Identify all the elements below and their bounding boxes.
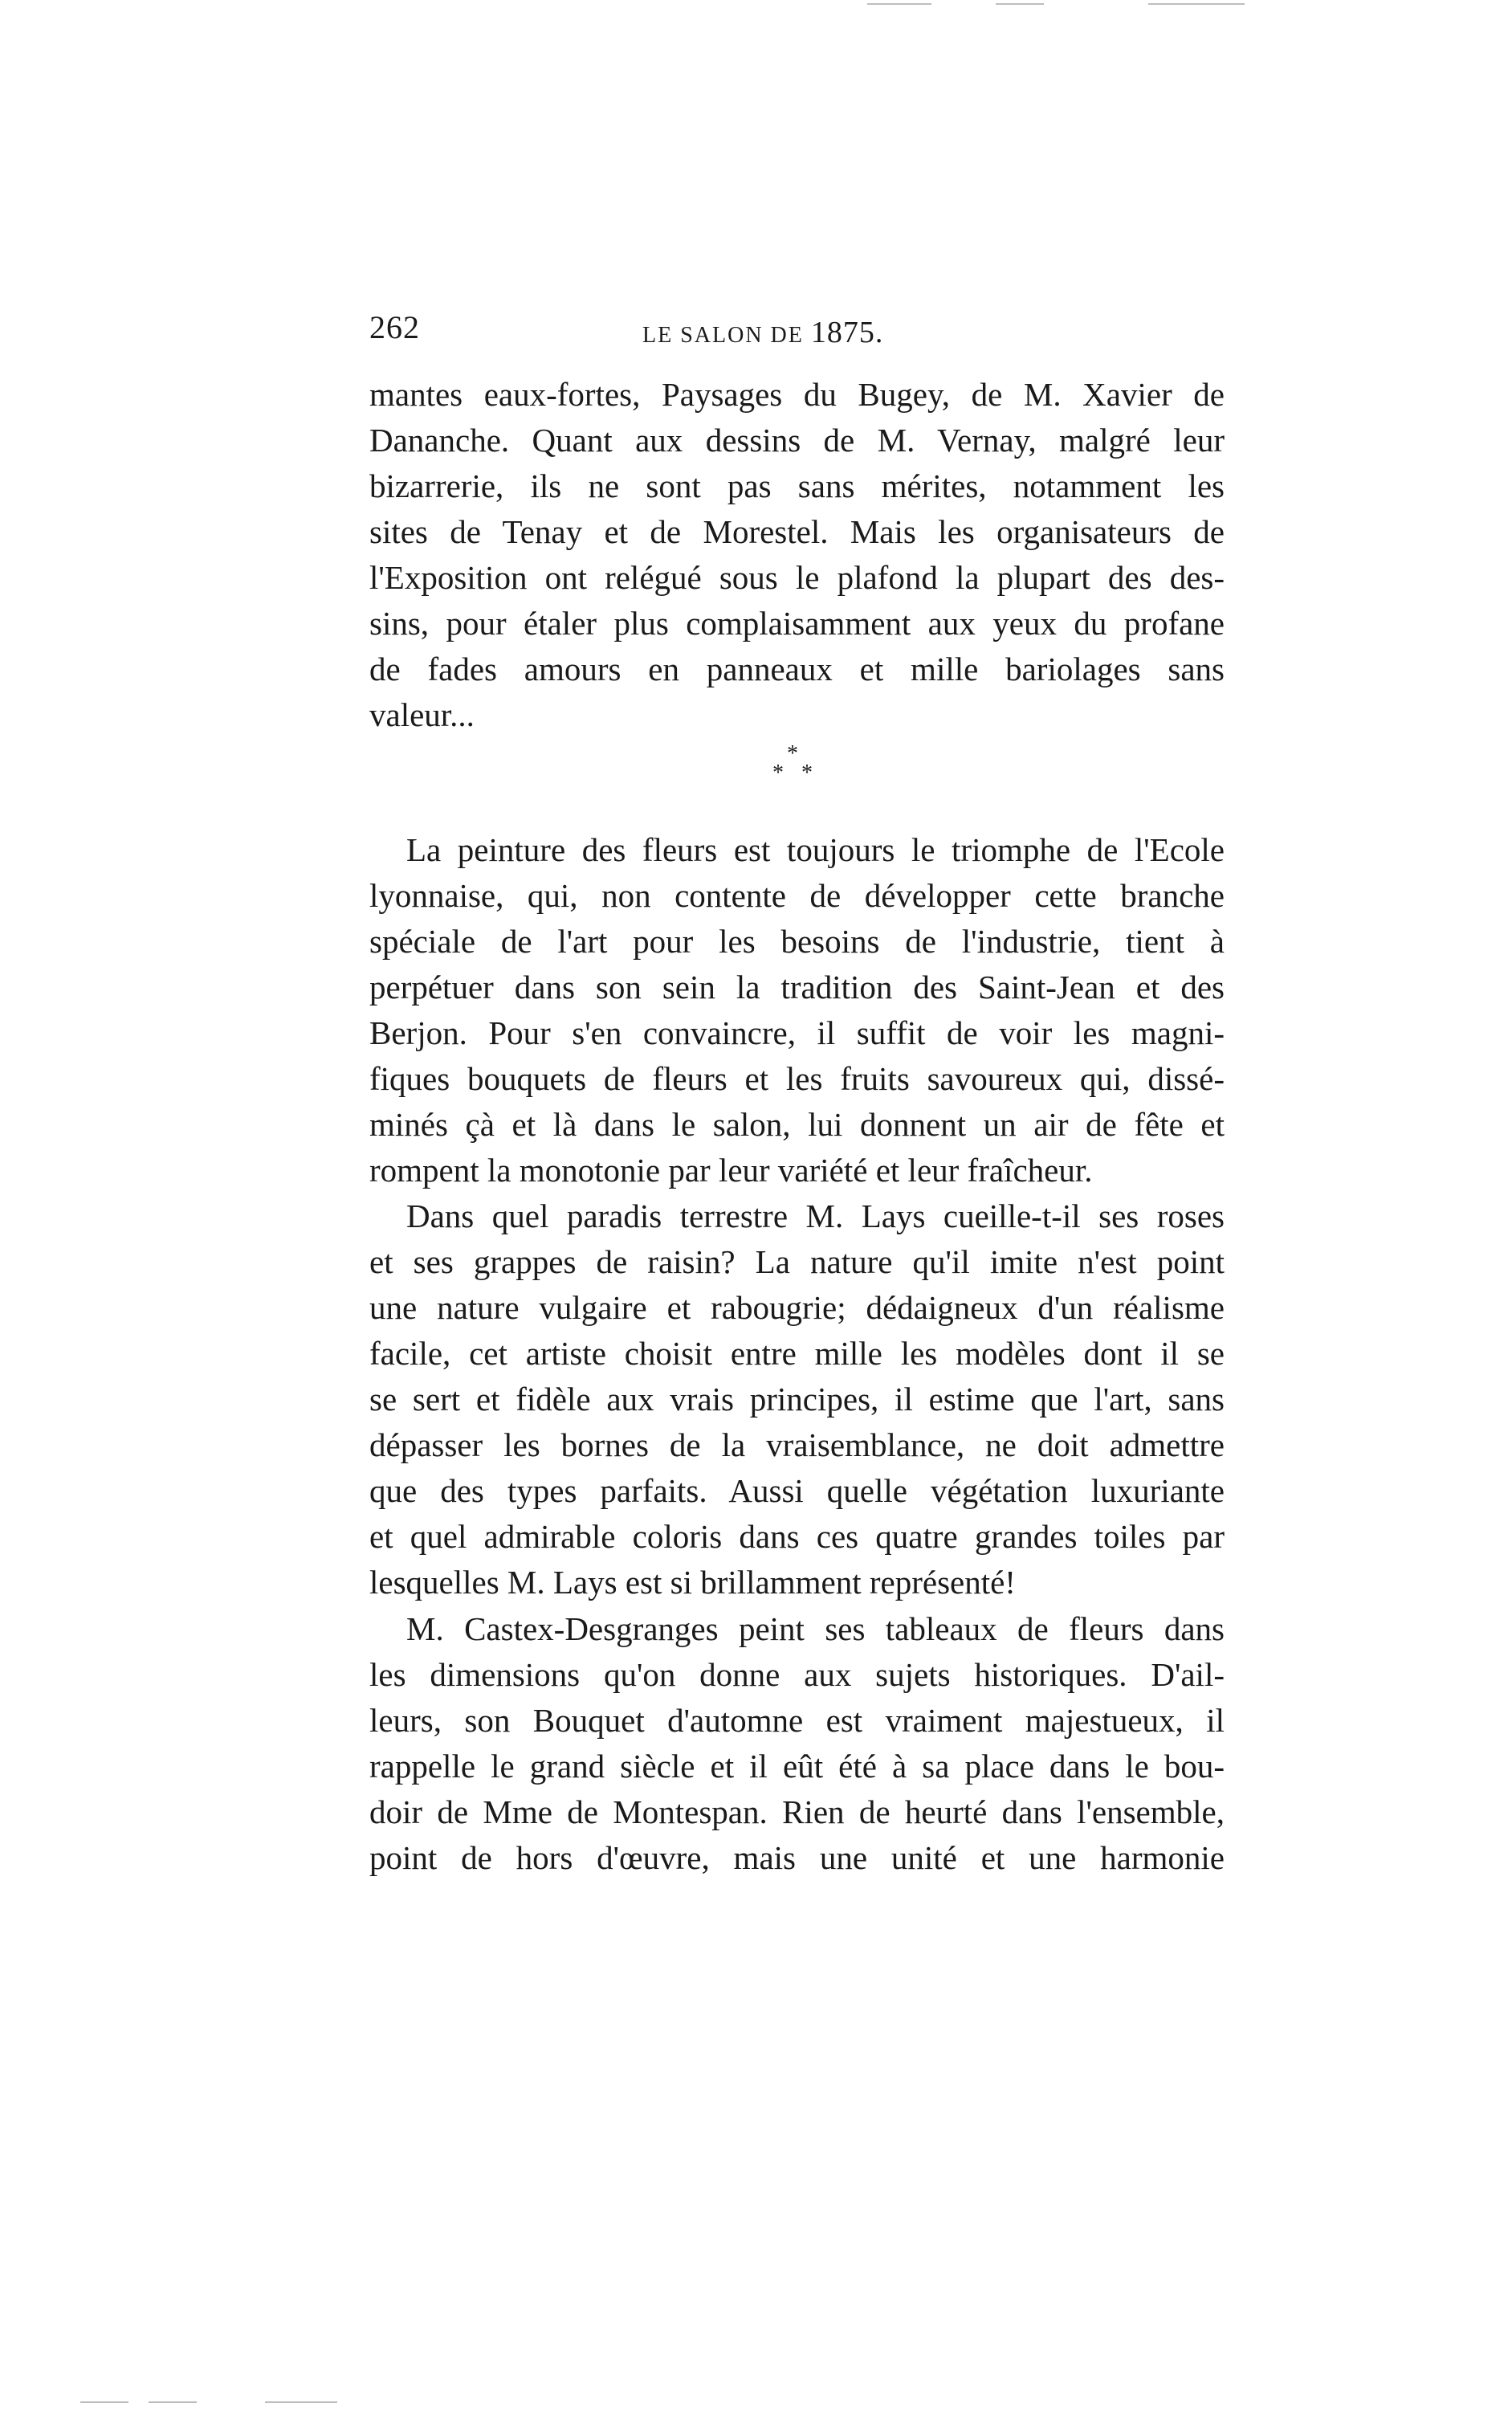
running-head-year: 1875.	[810, 316, 884, 349]
text-line: lesquelles M. Lays est si brillamment représenté!	[369, 1564, 1016, 1601]
scan-artifact-top	[996, 3, 1044, 5]
asterism-star: *	[787, 741, 798, 766]
text-line: mantes eaux-fortes, Paysages du Bugey, de M. Xavier de	[369, 376, 1225, 413]
text-line: et ses grappes de raisin? La nature qu'il imite n'est point	[369, 1243, 1225, 1280]
scan-artifact-top	[867, 3, 931, 5]
text-line: M. Castex-Desgranges peint ses tableaux de fleurs dans	[406, 1610, 1225, 1647]
text-line: rompent la monotonie par leur variété et leur fraîcheur.	[369, 1152, 1093, 1189]
running-head-title	[642, 315, 883, 350]
running-header	[369, 308, 1245, 349]
scan-artifact-top	[1148, 3, 1245, 5]
asterism-divider	[771, 743, 819, 799]
text-line: facile, cet artiste choisit entre mille les modèles dont il se	[369, 1335, 1225, 1372]
text-line: valeur...	[369, 696, 475, 733]
text-line: spéciale de l'art pour les besoins de l'industrie, tient à	[369, 923, 1225, 960]
asterism-star: *	[772, 761, 784, 785]
text-line: que des types parfaits. Aussi quelle végétation luxuriante	[369, 1472, 1225, 1509]
text-line: de fades amours en panneaux et mille bariolages sans	[369, 651, 1225, 687]
text-line: sites de Tenay et de Morestel. Mais les organisateurs de	[369, 513, 1225, 550]
text-line: leurs, son Bouquet d'automne est vraiment majestueux, il	[369, 1702, 1225, 1739]
text-line: fiques bouquets de fleurs et les fruits savoureux qui, dissé-	[369, 1060, 1225, 1097]
text-line: Dananche. Quant aux dessins de M. Vernay, malgré leur	[369, 422, 1225, 459]
text-line: rappelle le grand siècle et il eût été à sa place dans le bou-	[369, 1748, 1225, 1785]
running-head-text: LE SALON DE	[642, 323, 804, 348]
text-line: dépasser les bornes de la vraisemblance, ne doit admettre	[369, 1426, 1225, 1463]
text-line: et quel admirable coloris dans ces quatre grandes toiles par	[369, 1518, 1225, 1555]
paragraph-lays	[369, 1193, 1225, 1605]
text-line: doir de Mme de Montespan. Rien de heurté dans l'ensemble,	[369, 1793, 1225, 1830]
text-line: se sert et fidèle aux vrais principes, il estime que l'art, sans	[369, 1381, 1225, 1418]
text-line: Dans quel paradis terrestre M. Lays cueille-t-il ses roses	[406, 1197, 1225, 1234]
scan-artifact-bottom	[80, 2401, 128, 2403]
paragraph-continuation	[369, 372, 1225, 738]
text-line: lyonnaise, qui, non contente de développer cette branche	[369, 877, 1225, 914]
text-line: l'Exposition ont relégué sous le plafond la plupart des des-	[369, 559, 1225, 596]
scan-artifact-bottom	[149, 2401, 197, 2403]
paragraph-flowers	[369, 827, 1225, 1193]
scan-artifact-bottom	[265, 2401, 337, 2403]
text-line: Berjon. Pour s'en convaincre, il suffit de voir les magni-	[369, 1014, 1225, 1051]
page-number: 262	[369, 309, 420, 345]
text-line: une nature vulgaire et rabougrie; dédaigneux d'un réalisme	[369, 1289, 1225, 1326]
text-line: bizarrerie, ils ne sont pas sans mérites, notamment les	[369, 467, 1225, 504]
text-line: point de hors d'œuvre, mais une unité et une harmonie	[369, 1839, 1225, 1876]
text-line: sins, pour étaler plus complaisamment aux yeux du profane	[369, 605, 1225, 642]
text-line: La peinture des fleurs est toujours le triomphe de l'Ecole	[406, 831, 1225, 868]
text-line: les dimensions qu'on donne aux sujets historiques. D'ail-	[369, 1656, 1225, 1693]
paragraph-castex	[369, 1606, 1225, 1881]
text-line: perpétuer dans son sein la tradition des Saint-Jean et des	[369, 969, 1225, 1006]
text-line: minés çà et là dans le salon, lui donnent un air de fête et	[369, 1106, 1225, 1143]
asterism-star: *	[801, 761, 813, 785]
